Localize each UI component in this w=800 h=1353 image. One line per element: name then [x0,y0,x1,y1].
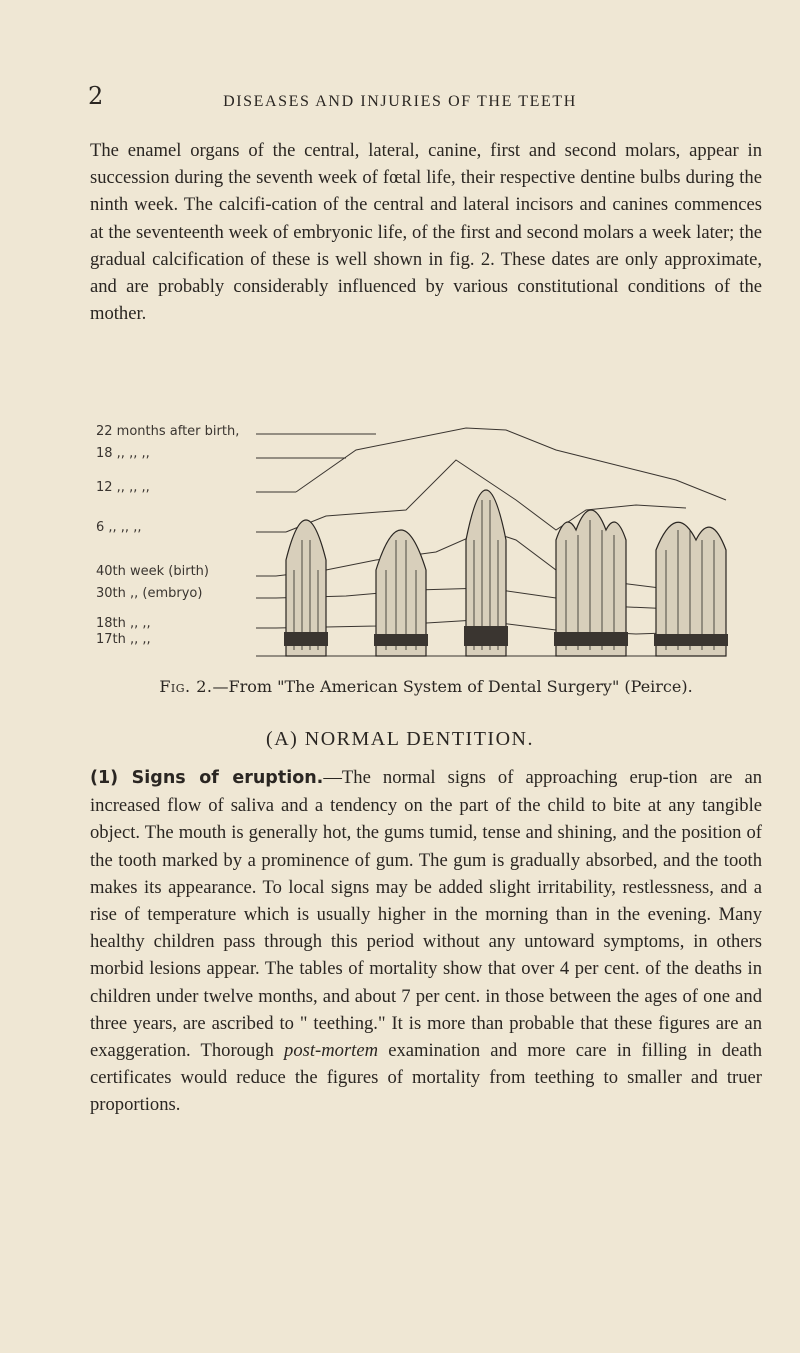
paragraph-text: —The normal signs of approaching erup-tion are an increased flow of saliva and a tendency on the part of the child to bite at any tangible object. The mouth is generally hot, the gums tumid, tense and shining, and the position of the tooth marked by a prominence of gum. The gum is gradually absorbed, and the tooth makes its appearance. To local signs may be added slight irritability, restlessness, and a rise of temperature which is usually higher in the morning than in the evening. Many healthy children pass through this period without any untoward symptoms, in others morbid lesions appear. The tables of mortality show that over 4 per cent. of the deaths in children under twelve months, and about 7 per cent. in those between the ages of one and three years, are ascribed to " teething." It is more than probable that these figures are an exaggeration. Thorough [90,767,762,1062]
figure-number: Fig. 2. [159,677,213,696]
calcification-figure [96,420,796,668]
stage-label: 17th ,, ,, [96,632,151,647]
stage-label: 40th week (birth) [96,564,209,579]
intro-paragraph: The enamel organs of the central, lateral, canine, first and second molars, appear in succession during the seventh week of fœtal life, their respective dentine bulbs during the ninth week. The calcifi-cation of the central and lateral incisors and canines commences at the seventeenth week of embryonic life, of the first and second molars a week later; the gradual calcification of these is well shown in fig. 2. These dates are only approximate, and are probably considerably influenced by various constitutional conditions of the mother. [90,140,762,325]
tooth-calcification-diagram [256,420,776,668]
section-heading: (A) NORMAL DENTITION. [266,728,534,750]
stage-label: 22 months after birth, [96,424,240,439]
paragraph-text-end: examination and more care in filling in death certificates would reduce the figures of mortality from teething to smaller and truer proportions. [90,1040,762,1116]
running-head: DISEASES AND INJURIES OF THE TEETH [223,93,577,110]
stage-label: 18th ,, ,, [96,616,151,631]
stage-label: 18 ,, ,, ,, [96,446,150,461]
figure-caption-text: —From "The American System of Dental Surgery" (Peirce). [212,677,693,696]
page-number: 2 [88,82,104,110]
figure-caption [90,677,762,696]
eruption-paragraph [90,764,762,1119]
stage-label: 6 ,, ,, ,, [96,520,142,535]
subheading: (1) Signs of eruption. [90,768,324,788]
stage-label: 12 ,, ,, ,, [96,480,150,495]
italic-term: post-mortem [284,1040,379,1062]
stage-label: 30th ,, (embryo) [96,586,203,601]
